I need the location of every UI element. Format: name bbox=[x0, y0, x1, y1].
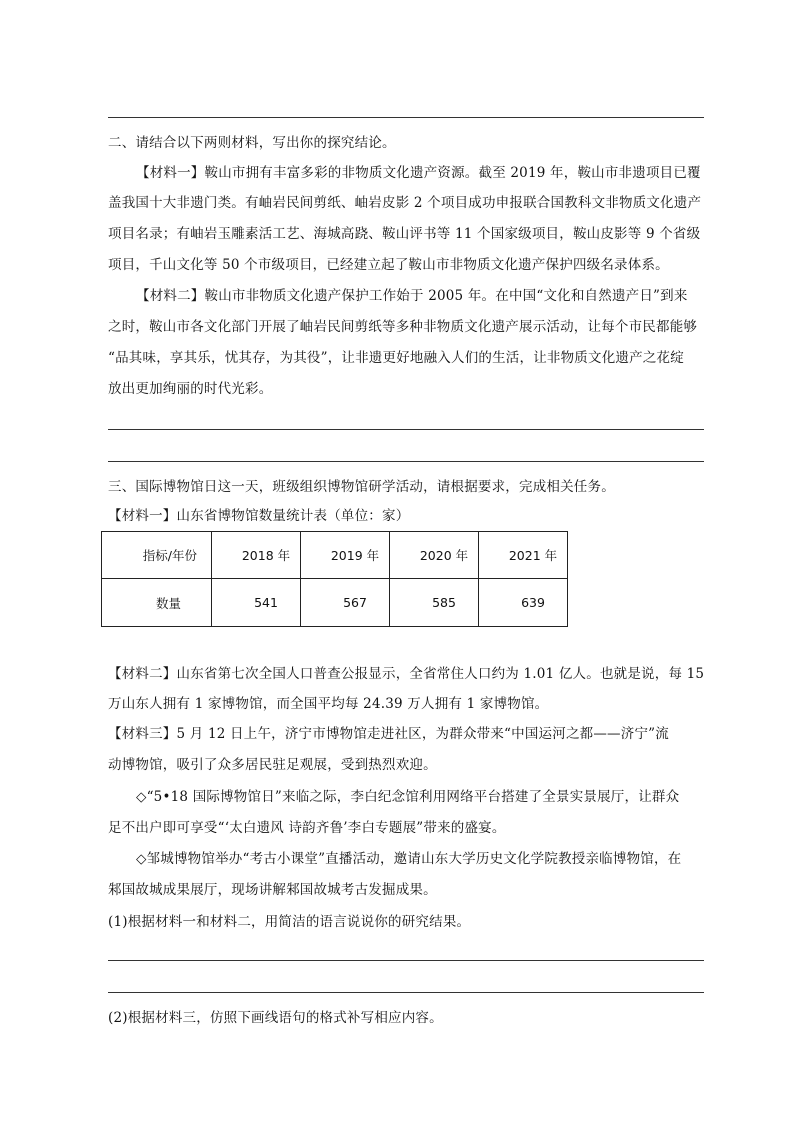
table-header-cell: 2019 年 bbox=[301, 532, 390, 579]
material-text-line: “品其味，享其乐，忧其存，为其役”，让非遗更好地融入人们的生活，让非物质文化遗产之花绽 bbox=[108, 350, 684, 366]
answer-line bbox=[108, 117, 704, 118]
table-row-label: 数量 bbox=[102, 579, 212, 627]
bullet-text-line: 邾国故城成果展厅，现场讲解邾国故城考古发掘成果。 bbox=[108, 882, 437, 898]
bullet-text-line: ◇邹城博物馆举办“考古小课堂”直播活动，邀请山东大学历史文化学院教授亲临博物馆，在 bbox=[136, 851, 682, 867]
material-text-line: 项目名录；有岫岩玉雕素活工艺、海城高跷、鞍山评书等 11 个国家级项目，鞍山皮影等 9 个省级 bbox=[108, 226, 701, 242]
table-header-cell: 2018 年 bbox=[212, 532, 301, 579]
table-header-cell: 指标/年份 bbox=[102, 532, 212, 579]
material-text-line: 之时，鞍山市各文化部门开展了岫岩民间剪纸等多种非物质文化遗产展示活动，让每个市民都能够 bbox=[108, 319, 698, 335]
section-3-heading: 三、国际博物馆日这一天，班级组织博物馆研学活动，请根据要求，完成相关任务。 bbox=[108, 479, 615, 495]
material-text-line: 【材料二】鞍山市非物质文化遗产保护工作始于 2005 年。在中国“文化和自然遗产日”到来 bbox=[136, 288, 688, 304]
section-2-heading: 二、请结合以下两则材料，写出你的探究结论。 bbox=[108, 135, 396, 151]
material-text-line: 【材料一】鞍山市拥有丰富多彩的非物质文化遗产资源。截至 2019 年，鞍山市非遗项目已覆 bbox=[136, 165, 701, 181]
material-text-line: 项目，千山文化等 50 个市级项目，已经建立起了鞍山市非物质文化遗产保护四级名录体系。 bbox=[108, 257, 669, 273]
material-text-line: 【材料三】5 月 12 日上午，济宁市博物馆走进社区，为群众带来“中国运河之都——济宁”流 bbox=[108, 726, 669, 742]
material-text-line: 万山东人拥有 1 家博物馆，而全国平均每 24.39 万人拥有 1 家博物馆。 bbox=[108, 696, 549, 712]
material-1-title: 【材料一】山东省博物馆数量统计表（单位：家） bbox=[108, 508, 410, 524]
table-cell: 639 bbox=[479, 579, 568, 627]
table-cell: 541 bbox=[212, 579, 301, 627]
question-1: (1)根据材料一和材料二，用简洁的语言说说你的研究结果。 bbox=[108, 914, 471, 930]
table-header-cell: 2021 年 bbox=[479, 532, 568, 579]
table-cell: 585 bbox=[390, 579, 479, 627]
answer-line bbox=[108, 992, 704, 993]
material-text-line: 放出更加绚丽的时代光彩。 bbox=[108, 381, 273, 397]
table-header-cell: 2020 年 bbox=[390, 532, 479, 579]
question-2: (2)根据材料三，仿照下画线语句的格式补写相应内容。 bbox=[108, 1010, 443, 1026]
bullet-text-line: 足不出户即可享受“‘太白遗风 诗韵齐鲁’李白专题展”带来的盛宴。 bbox=[108, 820, 506, 836]
bullet-text-line: ◇“5•18 国际博物馆日”来临之际，李白纪念馆利用网络平台搭建了全景实景展厅，让群众 bbox=[136, 789, 680, 805]
table-row bbox=[102, 579, 568, 627]
material-text-line: 盖我国十大非遗门类。有岫岩民间剪纸、岫岩皮影 2 个项目成功申报联合国教科文非物质文化遗产 bbox=[108, 195, 702, 211]
table-cell: 567 bbox=[301, 579, 390, 627]
answer-line bbox=[108, 461, 704, 462]
answer-line bbox=[108, 429, 704, 430]
answer-line bbox=[108, 960, 704, 961]
museum-count-table bbox=[101, 531, 568, 627]
table-header-row bbox=[102, 532, 568, 579]
material-text-line: 动博物馆，吸引了众多居民驻足观展，受到热烈欢迎。 bbox=[108, 757, 437, 773]
material-text-line: 【材料二】山东省第七次全国人口普查公报显示，全省常住人口约为 1.01 亿人。也就是说，每 15 bbox=[108, 666, 705, 682]
